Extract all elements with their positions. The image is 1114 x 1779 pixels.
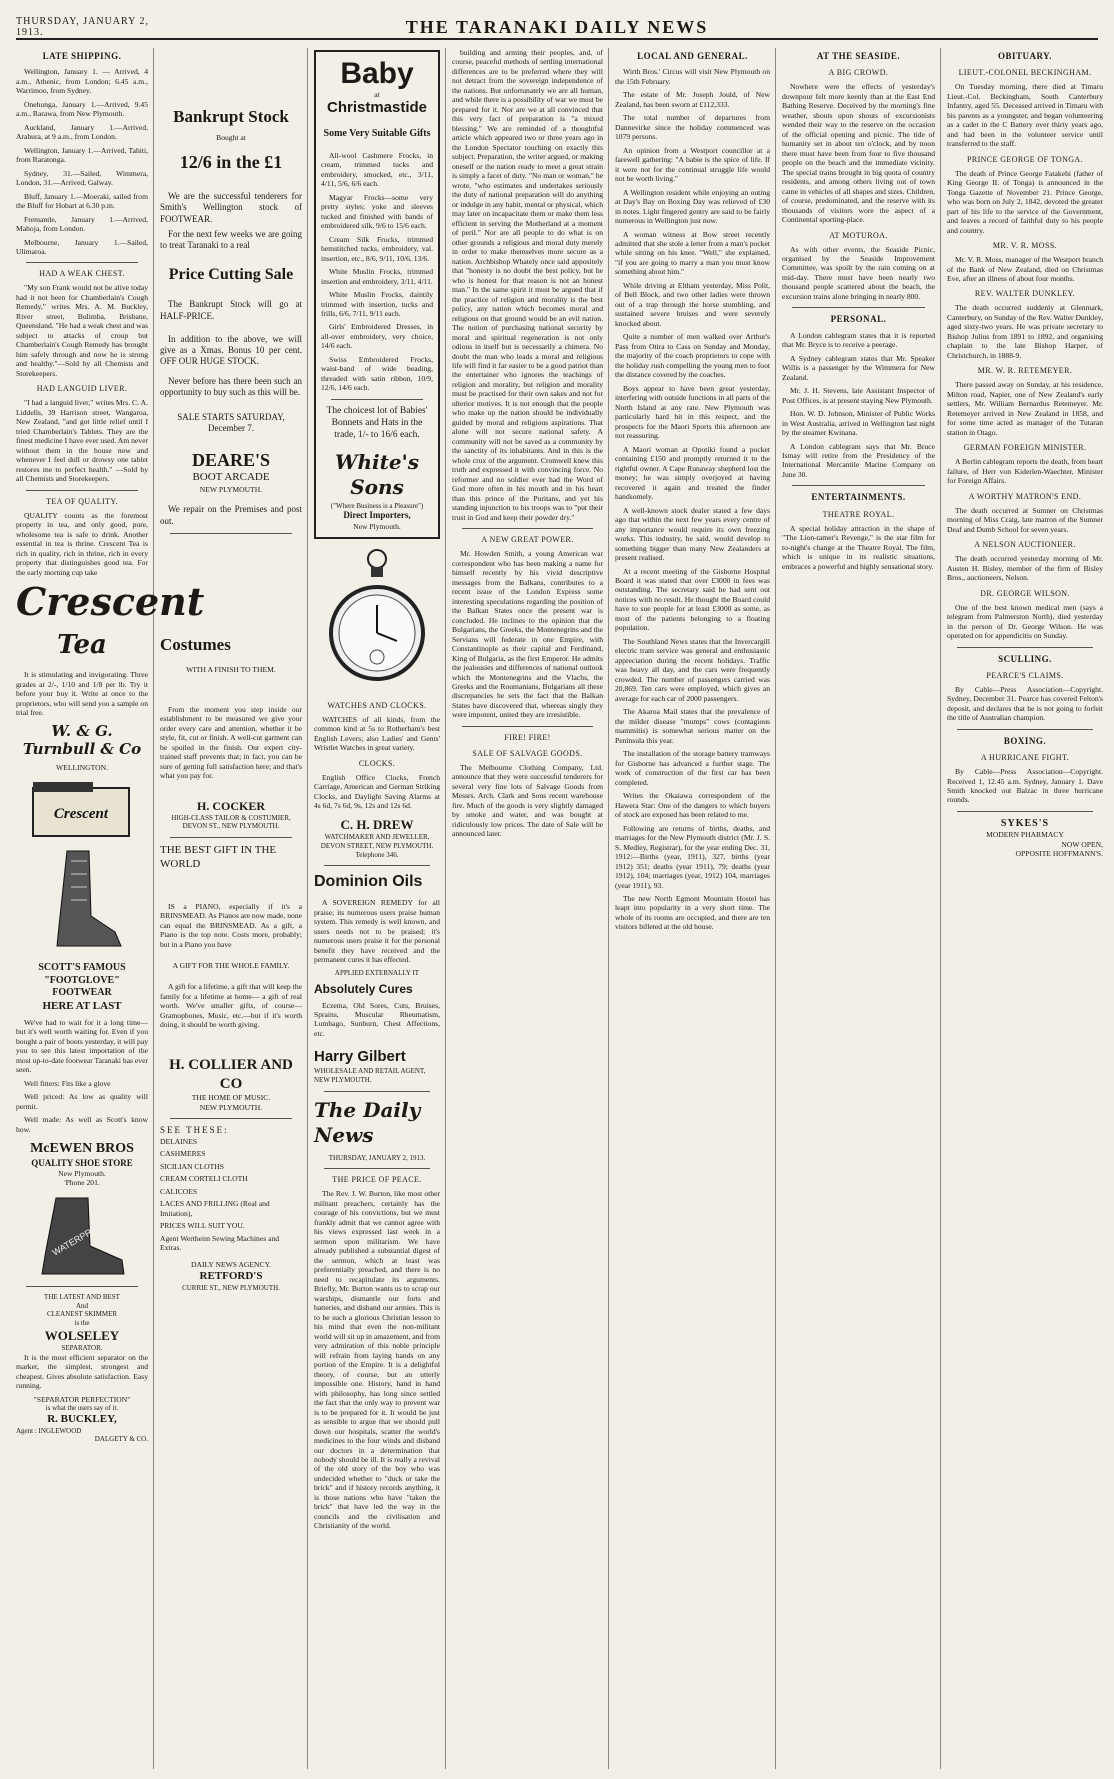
dominion-text: A SOVEREIGN REMEDY for all praise; its numerous users praise human system. This remedy is well known, and users needs not to be praised; it's numerous users praise it for the personal benefit they have received and the permanent cures it has effected. xyxy=(314,898,440,965)
personal-item: A London cablegram states that it is reported that Mr. Bryce is to receive a peerage. xyxy=(782,330,935,350)
tea-text-2: It is stimulating and invigorating. Three grades at 2/-, 1/10 and 1/8 per lb. Try it before your buy it. Write at once to the proprietors, who will send you a sample on trial free. xyxy=(16,670,148,718)
fabric-item: CASHMERES xyxy=(160,1149,206,1159)
obit-2-text: The death of Prince George Fatakehi (father of King George II. of Tonga) is announced in the Tonga Gazette of November 21. Prince George, who was born on July 2, 1842, devoted the greater part of his life to the service of the Government, and leaves a record of faithful duty to his people and country. xyxy=(947,168,1103,235)
baby-heading: Baby xyxy=(340,57,414,90)
sculling-heading: SCULLING. xyxy=(998,653,1052,664)
deare-arcade: BOOT ARCADE xyxy=(192,471,270,484)
baby-ad xyxy=(314,50,440,539)
local-item: A well-known stock dealer stated a few days ago that within the next few years every centre of any importance would require its own freezing works. This industry, he said, would develop to something bigger than many New Zealanders at present realised. xyxy=(615,505,770,563)
gift-text-2: A gift for a lifetime, a gift that will keep the family for a lifetime at home— a gift of real worth. We've smaller gifts, of course—Gramophones, Music, etc.—but if it's worth doing, it should be worth giving. xyxy=(160,982,302,1030)
divider xyxy=(957,811,1093,812)
collier-music: THE HOME OF MUSIC. xyxy=(191,1093,271,1103)
bankrupt-text-3: The Bankrupt Stock will go at HALF-PRICE. xyxy=(160,299,302,321)
local-item: Boys appear to have been great yesterday, interfering with outside functions in all parts of the North Island at any rate. New Plymouth was particularly hard hit in this respect, and the prospects for the Maori Sports this afternoon are not reassuring. xyxy=(615,383,770,441)
costumes-finish: WITH A FINISH TO THEM. xyxy=(186,665,276,675)
seaside-text: Nowhere were the effects of yesterday's downpour felt more keenly than at the East End Bathing Reserve. Deceived by the morning's fine weather, shouts upon shouts of excursionists wended their way to the reserve on the occasion of the official opening and picnic. The tide of humanity set in about ten o'clock, and by noon there must have been from four to five thousand people on the beach and the immediate vicinity. The special trains brought in big quota of country residents, and among others living out of town came in vehicles of all shapes and sizes. Children, of course, predominated, and the reserve with its thousands of visitors wore the aspect of a Continental sporting-place. xyxy=(782,82,935,225)
baby-gift-item: Cream Silk Frocks, trimmed hemstitched tucks, embroidery, val. insertion, etc., 8/6, 9/11, 10/6, 13/6. xyxy=(321,234,433,263)
gilbert-name: Harry Gilbert xyxy=(314,1048,406,1066)
personal-item: Mr. J. H. Stevens, late Assistant Inspector of Post Offices, is at present staying New Plymouth. xyxy=(782,386,935,405)
liver-heading: HAD LANGUID LIVER. xyxy=(36,384,128,394)
column-6 xyxy=(782,48,941,1769)
gift-family: A GIFT FOR THE WHOLE FAMILY. xyxy=(172,961,290,970)
footwear-line: Well priced: As low as quality will permit. xyxy=(16,1092,148,1111)
bankrupt-text-5: Never before has there been such an opportunity to buy such as this will be. xyxy=(160,375,302,397)
footwear-line-1: SCOTT'S FAMOUS xyxy=(38,962,126,974)
fire-heading: FIRE! FIRE! xyxy=(504,732,551,742)
drew-address: WATCHMAKER AND JEWELLER, DEVON STREET, NEW PLYMOUTH. Telephone 346. xyxy=(320,833,434,859)
footwear-lines xyxy=(16,1079,148,1134)
whites-city: New Plymouth. xyxy=(353,521,401,531)
obit-4-heading: REV. WALTER DUNKLEY. xyxy=(974,289,1076,299)
lady-boot-icon xyxy=(37,846,127,956)
local-item: Wirth Bros.' Circus will visit New Plymouth on the 15th February. xyxy=(615,67,770,86)
sculling-sub: PEARCE'S CLAIMS. xyxy=(986,670,1064,680)
masthead-date: THURSDAY, JANUARY 2, 1913. xyxy=(16,16,149,38)
crescent-logo: Crescent Tea xyxy=(16,579,205,661)
obit-7-heading: A WORTHY MATRON'S END. xyxy=(968,491,1082,501)
buckley-dalgety: DALGETY & CO. xyxy=(94,1435,148,1444)
fabric-item: CALICOES xyxy=(160,1186,198,1196)
sykes-open: NOW OPEN, xyxy=(1061,839,1103,849)
deare-name: DEARE'S xyxy=(191,449,271,470)
salvage-text: The Melbourne Clothing Company, Ltd. announce that they were successful tenderers for several very fine lots of Salvage Goods from Messrs. Arch. Clark and Sons recent warehouse fire. Much of the goods is very slightly damaged by smoke and water, and was bought at ridiculously low prices. The date of Sale will be announced later. xyxy=(452,762,603,839)
obit-7-text: The death occurred at Sumner on Christmas morning of Miss Craig, late matron of the Sumner Deaf and Dumb School for seven years. xyxy=(947,505,1103,534)
cures-text: Eczema, Old Sores, Cuts, Bruises, Sprains, Muscular Rheumatism, Lumbago, Sunburn, Chest Affections, etc. xyxy=(314,1000,440,1038)
retford-name: RETFORD'S xyxy=(199,1269,263,1282)
footwear-line-3: FOOTWEAR xyxy=(52,987,112,999)
bankrupt-text-1: We are the successful tenderers for Smith's Wellington stock of FOOTWEAR. xyxy=(160,191,302,224)
fabric-item: LACES AND FRILLING (Real and Imitation), xyxy=(160,1199,270,1218)
tea-heading: TEA OF QUALITY. xyxy=(46,496,118,506)
watches-text: WATCHES of all kinds, from the common kind at 5s to Rotherham's best English Levers; also Ladies' and Gents' Wristlet Watches in great variety. xyxy=(314,714,440,753)
footwear-line: Well fitters: Fits like a glove xyxy=(24,1078,111,1088)
local-item: The installation of the storage battery tramways for Gisborne has advanced a further stage. The work of construction of the first car has been completed. xyxy=(615,749,770,787)
divider xyxy=(170,837,292,838)
bankrupt-text-2: For the next few weeks we are going to treat Taranaki to a real xyxy=(160,228,302,251)
fabric-item: SICILIAN CLOTHS xyxy=(160,1161,224,1171)
baby-gift-item: White Muslin Frocks, trimmed insertion and embroidery, 3/11, 4/11. xyxy=(321,267,433,286)
cocker-name: H. COCKER xyxy=(196,798,265,813)
footwear-text: We've had to wait for it a long time—but it's well worth waiting for. Even if you bought a pair of boots yesterday, it will pay you to see this latest importation of the most up-to-date footwear Taranaki has ever seen. xyxy=(16,1017,148,1075)
watches-heading: WATCHES AND CLOCKS. xyxy=(327,700,427,710)
tea-packet-icon xyxy=(27,778,137,840)
shipping-item: Onehunga, January 1.—Arrived, 9.45 a.m., Rarawa, from New Plymouth. xyxy=(16,99,148,119)
shipping-item: Sydney, 31.—Sailed, Wimmera, London, 31.—Arrived, Galway. xyxy=(16,168,148,188)
price-cutting-heading: Price Cutting Sale xyxy=(168,266,294,284)
theatre-heading: THEATRE ROYAL. xyxy=(822,509,895,519)
boxing-heading: BOXING. xyxy=(1003,735,1047,746)
svg-text:WATERPROOF: WATERPROOF xyxy=(50,1216,111,1258)
separator-line-2: And xyxy=(75,1301,89,1310)
obit-6-text: A Berlin cablegram reports the death, from heart failure, of Herr von Kiderlen-Waechter, Minister for Foreign Affairs. xyxy=(947,457,1103,486)
baby-gifts-heading: Some Very Suitable Gifts xyxy=(323,128,431,140)
local-heading: LOCAL AND GENERAL. xyxy=(637,51,748,61)
boot-icon xyxy=(32,1194,132,1280)
divider xyxy=(324,1091,430,1092)
shipping-item: Wellington, January 1.—Arrived, Tahiti, from Raratonga. xyxy=(16,145,148,165)
bonnets-text: The choicest lot of Babies' Bonnets and Hats in the trade, 1/- to 16/6 each. xyxy=(326,405,428,440)
divider xyxy=(26,1286,138,1287)
bankrupt-price: 12/6 in the £1 xyxy=(179,151,283,172)
baby-christmastide: Christmastide xyxy=(326,99,428,117)
local-item: While driving at Eltham yesterday, Miss Polit, of Bell Block, and two other ladies were thrown out of a trap through the horse stumbling, and sustained severe bruises and were severely knocked about. xyxy=(615,280,770,328)
shipping-item: Auckland, January 1.—Arrived, Arahura, at 9 a.m., from London. xyxy=(16,122,148,142)
personal-item: Hon. W. D. Johnson, Minister of Public Works in West Australia, arrived in Wellington last night by the steamer Kwinana. xyxy=(782,409,935,438)
obit-2-heading: PRINCE GEORGE OF TONGA. xyxy=(966,154,1084,164)
baby-gift-list xyxy=(321,151,433,393)
local-item: At a recent meeting of the Gisborne Hospital Board it was stated that over £3000 in fees was outstanding. The secretary said he had sent out notices with no result. He thought the Board could have to sue people for at least £3000 as some, as most of the patients belonging to a floating population. xyxy=(615,566,770,633)
personal-heading: PERSONAL. xyxy=(830,314,887,325)
baby-gift-item: White Muslin Frocks, daintily trimmed with insertion, tucks and frills, 6/6, 7/11, 9/11 each. xyxy=(321,290,433,318)
separator-line-1: THE LATEST AND BEST xyxy=(44,1292,120,1301)
separator-line-4: is the xyxy=(74,1319,90,1328)
svg-text:Crescent: Crescent xyxy=(53,806,109,823)
dominion-heading: Dominion Oils xyxy=(314,873,423,891)
retford-address: CURRIE ST., NEW PLYMOUTH. xyxy=(182,1283,280,1292)
divider xyxy=(26,262,138,263)
divider xyxy=(462,528,593,529)
baby-gift-item: Girls' Embroidered Dresses, in all-over embroidery, very choice, 14/6 each. xyxy=(321,322,433,351)
daily-news-title: The Daily News xyxy=(314,1097,421,1147)
salvage-heading: SALE OF SALVAGE GOODS. xyxy=(472,748,583,758)
obit-8-heading: A NELSON AUCTIONEER. xyxy=(974,540,1076,550)
seaside-sub: A BIG CROWD. xyxy=(828,68,889,78)
mcewen-sub: QUALITY SHOE STORE xyxy=(31,1157,133,1168)
local-item: The total number of departures from Dannevirke since the holiday commenced was 1079 persons. xyxy=(615,113,770,142)
divider xyxy=(324,1168,430,1169)
boxing-sub: A HURRICANE FIGHT. xyxy=(980,753,1070,763)
shipping-list xyxy=(16,67,148,256)
obit-9-text: One of the best known medical men (says a telegram from Palmerston North), died yesterday in the person of Dr. George Wilson. He was operated on for appendicitis on Sunday. xyxy=(947,602,1103,641)
fabric-item: PRICES WILL SUIT YOU. xyxy=(160,1221,245,1231)
divider xyxy=(957,647,1093,648)
power-text: Mr. Howden Smith, a young American war correspondent who has been making a name for himself recently by his vivid descriptive messages from the Balkans, contributes to a recent issue of the London Express some interesting speculations regarding the position of the Balkan States once the present war is concluded. He inclines to the opinion that the Bulgarians, the Greeks, the Montenegrins and the Servians will federate in one Empire, with Constantinople as their capital and Ferdinand, King of Bulgaria, as the first Emperor. He admits the jealousies and differences of national outlook which the Montenegrins and the Vlachs, the Greeks and the Roumanians, Bulgarians all these discrepancies he sets the fact that the Balkan States have discovered that, whereas singly they were impotent, united they are irresistible. xyxy=(452,549,603,720)
mcewen-city: New Plymouth. xyxy=(58,1168,106,1178)
whites-slogan: ("Where Business is a Pleasure") xyxy=(330,501,424,510)
collier-city: NEW PLYMOUTH. xyxy=(199,1102,263,1112)
baby-gift-item: All-wool Cashmere Frocks, in cream, trimmed tucks and embroidery, smocked, etc., 3/11, 4/11, 5/6, 6/6 each. xyxy=(321,150,433,189)
sculling-text: By Cable—Press Association—Copyright. Sydney, December 31. Pearce has covered Felton's deposit, and declares that he is not going to forfeit the title of Australian champion. xyxy=(947,684,1103,723)
drew-name: C. H. DREW xyxy=(340,816,414,832)
columns xyxy=(16,48,1103,1769)
clocks-text: English Office Clocks, French Carriage, American and German Striking Clocks, and Daylight Saving Alarms at 4s 6d, 7s 6d, 9s, 12s and 12s 6d. xyxy=(314,772,440,811)
buckley-agent: Agent : INGLEWOOD xyxy=(16,1426,82,1435)
mcewen-phone: 'Phone 201. xyxy=(64,1178,100,1188)
turnbull-city: WELLINGTON. xyxy=(56,763,108,772)
footwear-line-4: HERE AT LAST xyxy=(42,999,122,1012)
gilbert-address: WHOLESALE AND RETAIL AGENT, NEW PLYMOUTH. xyxy=(314,1067,426,1084)
daily-news-date: THURSDAY, JANUARY 2, 1913. xyxy=(328,1153,426,1162)
personal-item: A Sydney cablegram states that Mr. Speaker Willis is a passenger by the Wimmera for New Zealand. xyxy=(782,353,935,382)
divider xyxy=(792,485,925,486)
separator-text: It is the most efficient separator on the market, the simplest, strongest and cheapest. Gives absolute satisfaction. Easy running. xyxy=(16,1352,148,1391)
costumes-heading: Costumes xyxy=(160,634,231,654)
fabric-item: DELAINES xyxy=(160,1136,198,1146)
sykes-pharmacy: MODERN PHARMACY xyxy=(986,830,1064,840)
peace-heading: THE PRICE OF PEACE. xyxy=(332,1175,422,1185)
baby-at: at xyxy=(374,90,380,99)
divider xyxy=(26,490,138,491)
power-heading: A NEW GREAT POWER. xyxy=(481,535,574,545)
shipping-item: Melbourne, January 1.—Sailed, Ulimaroa. xyxy=(16,237,148,256)
local-item: Writes the Okaiawa correspondent of the Hawera Star: One of the dangers to which buyers of stock are exposed has been related to me. xyxy=(615,791,770,820)
separator-slogan: "SEPARATOR PERFECTION" xyxy=(33,1394,131,1404)
local-item: The new North Egmont Mountain Hostel has leapt into popularity in a very short time. The whole of its rooms are occupied, and there are ten visitors billeted at the old house. xyxy=(615,894,770,932)
baby-gift-item: Magyar Frocks—some very pretty styles; yoke and sleeves tucked and finished with bands of embroidered silk, 9/6 to 15/6 each. xyxy=(321,192,433,231)
buckley-name: R. BUCKLEY, xyxy=(47,1412,117,1425)
daily-agency: DAILY NEWS AGENCY. xyxy=(190,1260,272,1270)
bought-label: Bought at xyxy=(216,133,246,143)
column-2 xyxy=(160,48,308,1769)
whites-logo: White's Sons xyxy=(335,449,419,499)
obit-6-heading: GERMAN FOREIGN MINISTER. xyxy=(963,443,1087,453)
divider xyxy=(331,399,423,400)
moturoa-heading: AT MOTUROA. xyxy=(829,230,888,240)
local-item: The Akaroa Mail states that the prevalence of the milder disease "mumps" cows (contagious mammitis) is somewhat serious matter on the Peninsula this year. xyxy=(615,707,770,745)
entertainments-heading: ENTERTAINMENTS. xyxy=(811,492,906,503)
column-5 xyxy=(615,48,776,1769)
obit-1-heading: LIEUT.-COLONEL BECKINGHAM. xyxy=(958,68,1092,78)
peace-continued: building and arming their peoples, and, of course, peaceful methods of settling international differences are to be preferred where they will not detract from the sovereign independence of the nations. But unfortunately we are all human, and while there is a possibility of war we must be prepared for it. Nor are we at all convinced that this very fact of preparation is "a mixed blessing." We are reminded of a thoughtful article which appeared two or three years ago in the London Spectator touching on exactly this subject. Preparation, the writer argued, or making oneself or the nation ready to meet a great strain is simply a facet of duty. "No man or woman," he wrote, "who estimates and undertakes seriously the duty of national preparation will do anything or indulge in any habit, mental or physical, which may later on incapacitate them or make them less efficient in serving the Motherland at a moment of peril." Nor are all people to do what is on other grounds a religious and moral duty merely in order to make themselves more secure as a nation. Archbishop Whately once said appositely that "honesty is no doubt the best policy, but he who is honest for that reason is not an honest man." In the same spirit it must be argued that if the practice of religion and morality is the best policy, any nation which becomes moral and religious on that ground would be an evil nation. The notion of purchasing national security by moral and spiritual regeneration is not only odious in itself but is necessarily a chimera. No doubt the man who leads a moral and religious life will find it far easier to be a good patriot than the entertainer who ignores the teachings of religion and morality, but religion and morality must be practised for their own sakes and not for ulterior motives. It is not enough that the people who make up the nation should be individually guided by moral and religious aspirations. That alone will not secure national safety. A community will not be saved as a community by the sanctity of its inhabitants. And in this is the whole crux of the argument. Cromwell knew this truth and expressed it with convincing force. No reformer and no soldier ever had the Word of God more often in his mouth and in his heart than this prince of the Puritans, and yet his standing injunction to his troops was to "put their trust in God and keep their powder dry." xyxy=(452,48,603,522)
peace-text: The Rev. J. W. Burton, like most other militant preachers, certainly has the courage of his convictions, but we must frankly admit that we cannot agree with his views expressed last week in a sermon upon militarism. We have already published a substantial digest of the sermon, which at least was preferentially preached, and there is no need to recapitulate its arguments. Briefly, Mr. Burton wants us to scrap our warships, dismantle our forts and batteries, and disband our armies. This is to be such a glorious Christian lesson to his mind that even the non-militant world will sit up in amazement, and from very admiration of this noble principle will refrain from laying hands on any portion of the Empire. It is a delightful theory, of course, but an utterly impossible one. History, hand in hand with philosophy, has long since settled the fact that the only way to prevent war is to be prepared for it. It would be just as sensible to argue that we should pull down our hospitals, scatter the world's medicines to the four winds and disband our doctors in a determination that nobody should be ill. It is really a revival of the old story of the boy who was undecided whether to "duck or take the brick" and if history records anything, it is those nations who have "taken the brick" that have led the way in the councils and the civilisation and Christianity of the world. xyxy=(314,1189,440,1531)
separator-line-6: SEPARATOR. xyxy=(61,1344,103,1353)
shipping-heading: LATE SHIPPING. xyxy=(42,51,122,61)
pocket-watch-icon xyxy=(327,545,427,695)
see-these: SEE THESE: xyxy=(160,1125,229,1136)
obit-5-heading: MR. W. R. RETEMEYER. xyxy=(977,366,1073,376)
local-item: Quite a number of men walked over Arthur's Pass from Otira to Cass on Sunday and Monday, the majority of the coach proprietors to cope with the holiday rush compelling the young men to foot the distance covered by the coaches. xyxy=(615,332,770,380)
fabric-item: CREAM CORTELI CLOTH xyxy=(160,1174,248,1184)
divider xyxy=(462,726,593,727)
divider xyxy=(324,865,430,866)
turnbull-name: W. & G. Turnbull & Co xyxy=(22,721,142,759)
gift-heading: THE BEST GIFT IN THE WORLD xyxy=(160,844,277,870)
whites-importers: Direct Importers, xyxy=(343,510,411,521)
cures-heading: Absolutely Cures xyxy=(314,981,413,996)
sale-starts: SALE STARTS SATURDAY, December 7. xyxy=(177,412,285,434)
masthead xyxy=(16,14,1098,40)
moturoa-text: As with other events, the Seaside Picnic, organised by the Seaside Improvement Committee, was spoilt by the rain coming on at mid-day. There must have been nearly two thousand people scattered about the beach, the excursion trains alone bringing in nearly 800. xyxy=(782,244,935,301)
local-item: An opinion from a Westport councillor at a farewell gathering: "A babie is the spice of life. If it were not for the continual struggle life would not be worth living." xyxy=(615,145,770,184)
clocks-heading: CLOCKS. xyxy=(358,758,396,768)
obit-1-text: On Tuesday morning, there died at Timaru Lieut.-Col. Beckingham, South Canterbury Infantry, aged 55. Deceased arrived in Timaru with his parents as a youngster, and began volunteering as a cadet in the C Battery over thirty years ago, and had been in the volunteer service until transferred to the staff. xyxy=(947,82,1103,149)
local-item: Following are returns of births, deaths, and marriages for the New Plymouth district (Mr. J. S. S. Medley, Registrar), for the year ending Dec. 31, 1912:—Births (year, 1911), 327, births (year 1912) 351; deaths (year 1911), 79; deaths (year 1912), 104; marriages (year, 1912) 104, marriages (year 1911), 93. xyxy=(615,823,770,890)
tea-text: QUALITY counts as the foremost property in tea, and only good, pure, wholesome tea is safe to drink. Another essential in tea is thrine. Crescent Tea is rich in quality, rich in thrine, rich in every property that distinguishes good tea. For the early morning cup take xyxy=(16,510,148,577)
boxing-text: By Cable—Press Association—Copyright. Received 1, 12.45 a.m. Sydney, January 1. Dave Smith knocked out Balzac in three hurricane rounds. xyxy=(947,767,1103,805)
separator-users: is what the users say of it. xyxy=(45,1404,119,1413)
footwear-line: Well made: As well as Scott's know how. xyxy=(16,1115,148,1134)
baby-gift-item: Swiss Embroidered Frocks, waist-band of wide beading, threaded with satin ribbon, 10/9, 12/6, 14/6 each. xyxy=(321,354,433,393)
see-items xyxy=(160,1137,302,1231)
liver-text: "I had a languid liver," writes Mrs. C. A. Liddells, 39 Harrison street, Wangaroa, New Zealand, "and got little relief until I tried Chamberlain's Tablets. They are the finest medicine I have ever used. Am never without them in the house now and whenever I feel dull or drowsy one tablet restores me to perfect health." —Sold by all Chemists and Storekeepers. xyxy=(16,398,148,484)
local-item: A Wellington resident while enjoying an outing at Day's Bay on Boxing Day was relieved of £30 in notes. Light fingered gentry are said to be fairly numerous in Wellington just now. xyxy=(615,187,770,226)
personal-items xyxy=(782,331,935,480)
wertheim-agent: Agent Wertheim Sewing Machines and Extras. xyxy=(160,1233,280,1252)
mcewen-name: McEWEN BROS xyxy=(30,1141,134,1157)
local-item: The Southland News states that the Invercargill electric tram service was general and enthusiastic appreciation during the recent holidays. Traffic was heavy all day, and the cars were frequently crowded. The number of passengers carried was 20,869. Ten cars were employed, which gives an average for each car of 2000 passengers. xyxy=(615,636,770,703)
obit-5-text: There passed away on Sunday, at his residence, Milton road, Napier, one of New Zealand's early settlers, Mr. William Bernardus Retemeyer. Mr. Retemeyer arrived in New Zealand in 1858, and for some time acted as manager of the Tutaran station in Otago. xyxy=(947,380,1103,437)
bankrupt-heading: Bankrupt Stock xyxy=(173,107,289,126)
local-item: A Maori woman at Opotiki found a pocket containing £150 and promptly returned it to the rightful owner. A Cape Runaway shepherd lost the money; he was simply overjoyed at having recovered it again and treated the finder handsomely. xyxy=(615,444,770,502)
theatre-text: A special holiday attraction in the shape of "The Lion-tamer's Revenge," is the star film for to-night's change at the Theatre Royal. The film, which is unique in its realistic situations, embraces a powerful and highly sensational story. xyxy=(782,523,935,571)
divider xyxy=(170,1118,292,1119)
obituary-heading: OBITUARY. xyxy=(997,51,1053,61)
obit-4-text: The death occurred suddenly at Glenmark, Canterbury, on Sunday of the Rev. Walter Dunkley, aged sixty-two years. He was private secretary to Bishop Julius from 1891 to 1892, and organising chaplain to the late Bishop Harper, of Christchurch, in 1888-9. xyxy=(947,303,1103,360)
divider xyxy=(792,307,925,308)
seaside-heading: AT THE SEASIDE. xyxy=(816,51,901,61)
divider xyxy=(957,729,1093,730)
collier-name: H. COLLIER AND CO xyxy=(169,1056,293,1092)
column-4 xyxy=(452,48,609,1769)
cold-text: "My son Frank would not be alive today had it not been for Chamberlain's Cough Remedy," writes Mrs. A. M. Buckley, River street, Bulimba, Brisbane, Queensland. "He had a weak chest and was subject to attacks of croup but Chamberlain's Cough Remedy has brought him safely through and now he is strong and healthy."—Sold by all Chemists and Storekeepers. xyxy=(16,283,148,378)
divider xyxy=(170,533,292,534)
shipping-item: Fremantle, January 1.—Arrived, Mahoja, from London. xyxy=(16,214,148,234)
cocker-address: HIGH-CLASS TAILOR & COSTUMIER, DEVON ST., NEW PLYMOUTH. xyxy=(171,813,291,831)
separator-line-3: CLEANEST SKIMMER xyxy=(46,1310,118,1319)
shipping-item: Wellington, January 1. — Arrived, 4 a.m., Athenic, from London; 6.45 a.m., Warrimoo, from Sydney. xyxy=(16,67,148,96)
sykes-name: SYKES'S xyxy=(1000,817,1050,829)
sykes-opposite: OPPOSITE HOFFMANN'S. xyxy=(1015,849,1103,859)
obit-9-heading: DR. GEORGE WILSON. xyxy=(980,588,1070,598)
local-item: The estate of Mr. Joseph Jould, of New Zealand, has been sworn at £112,333. xyxy=(615,90,770,109)
deare-city: NEW PLYMOUTH. xyxy=(199,484,263,494)
separator-brand: WOLSELEY xyxy=(44,1327,120,1343)
costumes-text: From the moment you step inside our establishment to be measured we give your order every care and attention, whether it be style, fit, cut or finish. A well-cut garment can be spoiled in the finish. Our expert city-trained staff prevents that; in fact, you can be sure of getting full satisfaction here; and that's what you pay for. xyxy=(160,704,302,781)
applied-label: APPLIED EXTERNALLY IT xyxy=(334,968,420,977)
masthead-title: THE TARANAKI DAILY NEWS xyxy=(405,17,709,37)
local-item: A woman witness at Bow street recently admitted that she stole a letter from a man's pocket while sitting on his knee. "Well," she explained, "if you are going to marry a man you must know something about him." xyxy=(615,229,770,277)
column-3 xyxy=(314,48,446,1769)
obit-8-text: The death occurred yesterday morning of Mr. Austen H. Bisley, member of the firm of Bisley Bros., auctioneers, Nelson. xyxy=(947,554,1103,583)
cold-heading: HAD A WEAK CHEST. xyxy=(39,269,125,279)
obit-3-heading: MR. V. R. MOSS. xyxy=(992,241,1058,251)
column-7 xyxy=(947,48,1108,1769)
obit-3-text: Mr. V. R. Moss, manager of the Westport branch of the Bank of New Zealand, died on Christmas Eve, after an illness of about four months. xyxy=(947,255,1103,283)
local-items xyxy=(615,67,770,932)
footwear-line-2: "FOOTGLOVE" xyxy=(44,974,120,986)
gift-text: IS a PIANO, especially if it's a BRINSMEAD. As Pianos are now made, none can equal the BRINSMEAD. As a gift, a Piano is the top note. Costs more, probably; but in a Piano you have xyxy=(160,901,302,949)
personal-item: A London cablegram says that Mr. Bruce Ismay will retire from the Presidency of the International Mercantile Marine Company on June 30. xyxy=(782,441,935,479)
deare-repair: We repair on the Premises and post out. xyxy=(160,504,302,526)
shipping-item: Bluff, January 1.—Moeraki, sailed from the Bluff for Hobart at 6.30 p.m. xyxy=(16,191,148,211)
bankrupt-text-4: In addition to the above, we will give as a Xmas. Bonus 10 per cent. OFF OUR HUGE STOCK. xyxy=(160,333,302,367)
